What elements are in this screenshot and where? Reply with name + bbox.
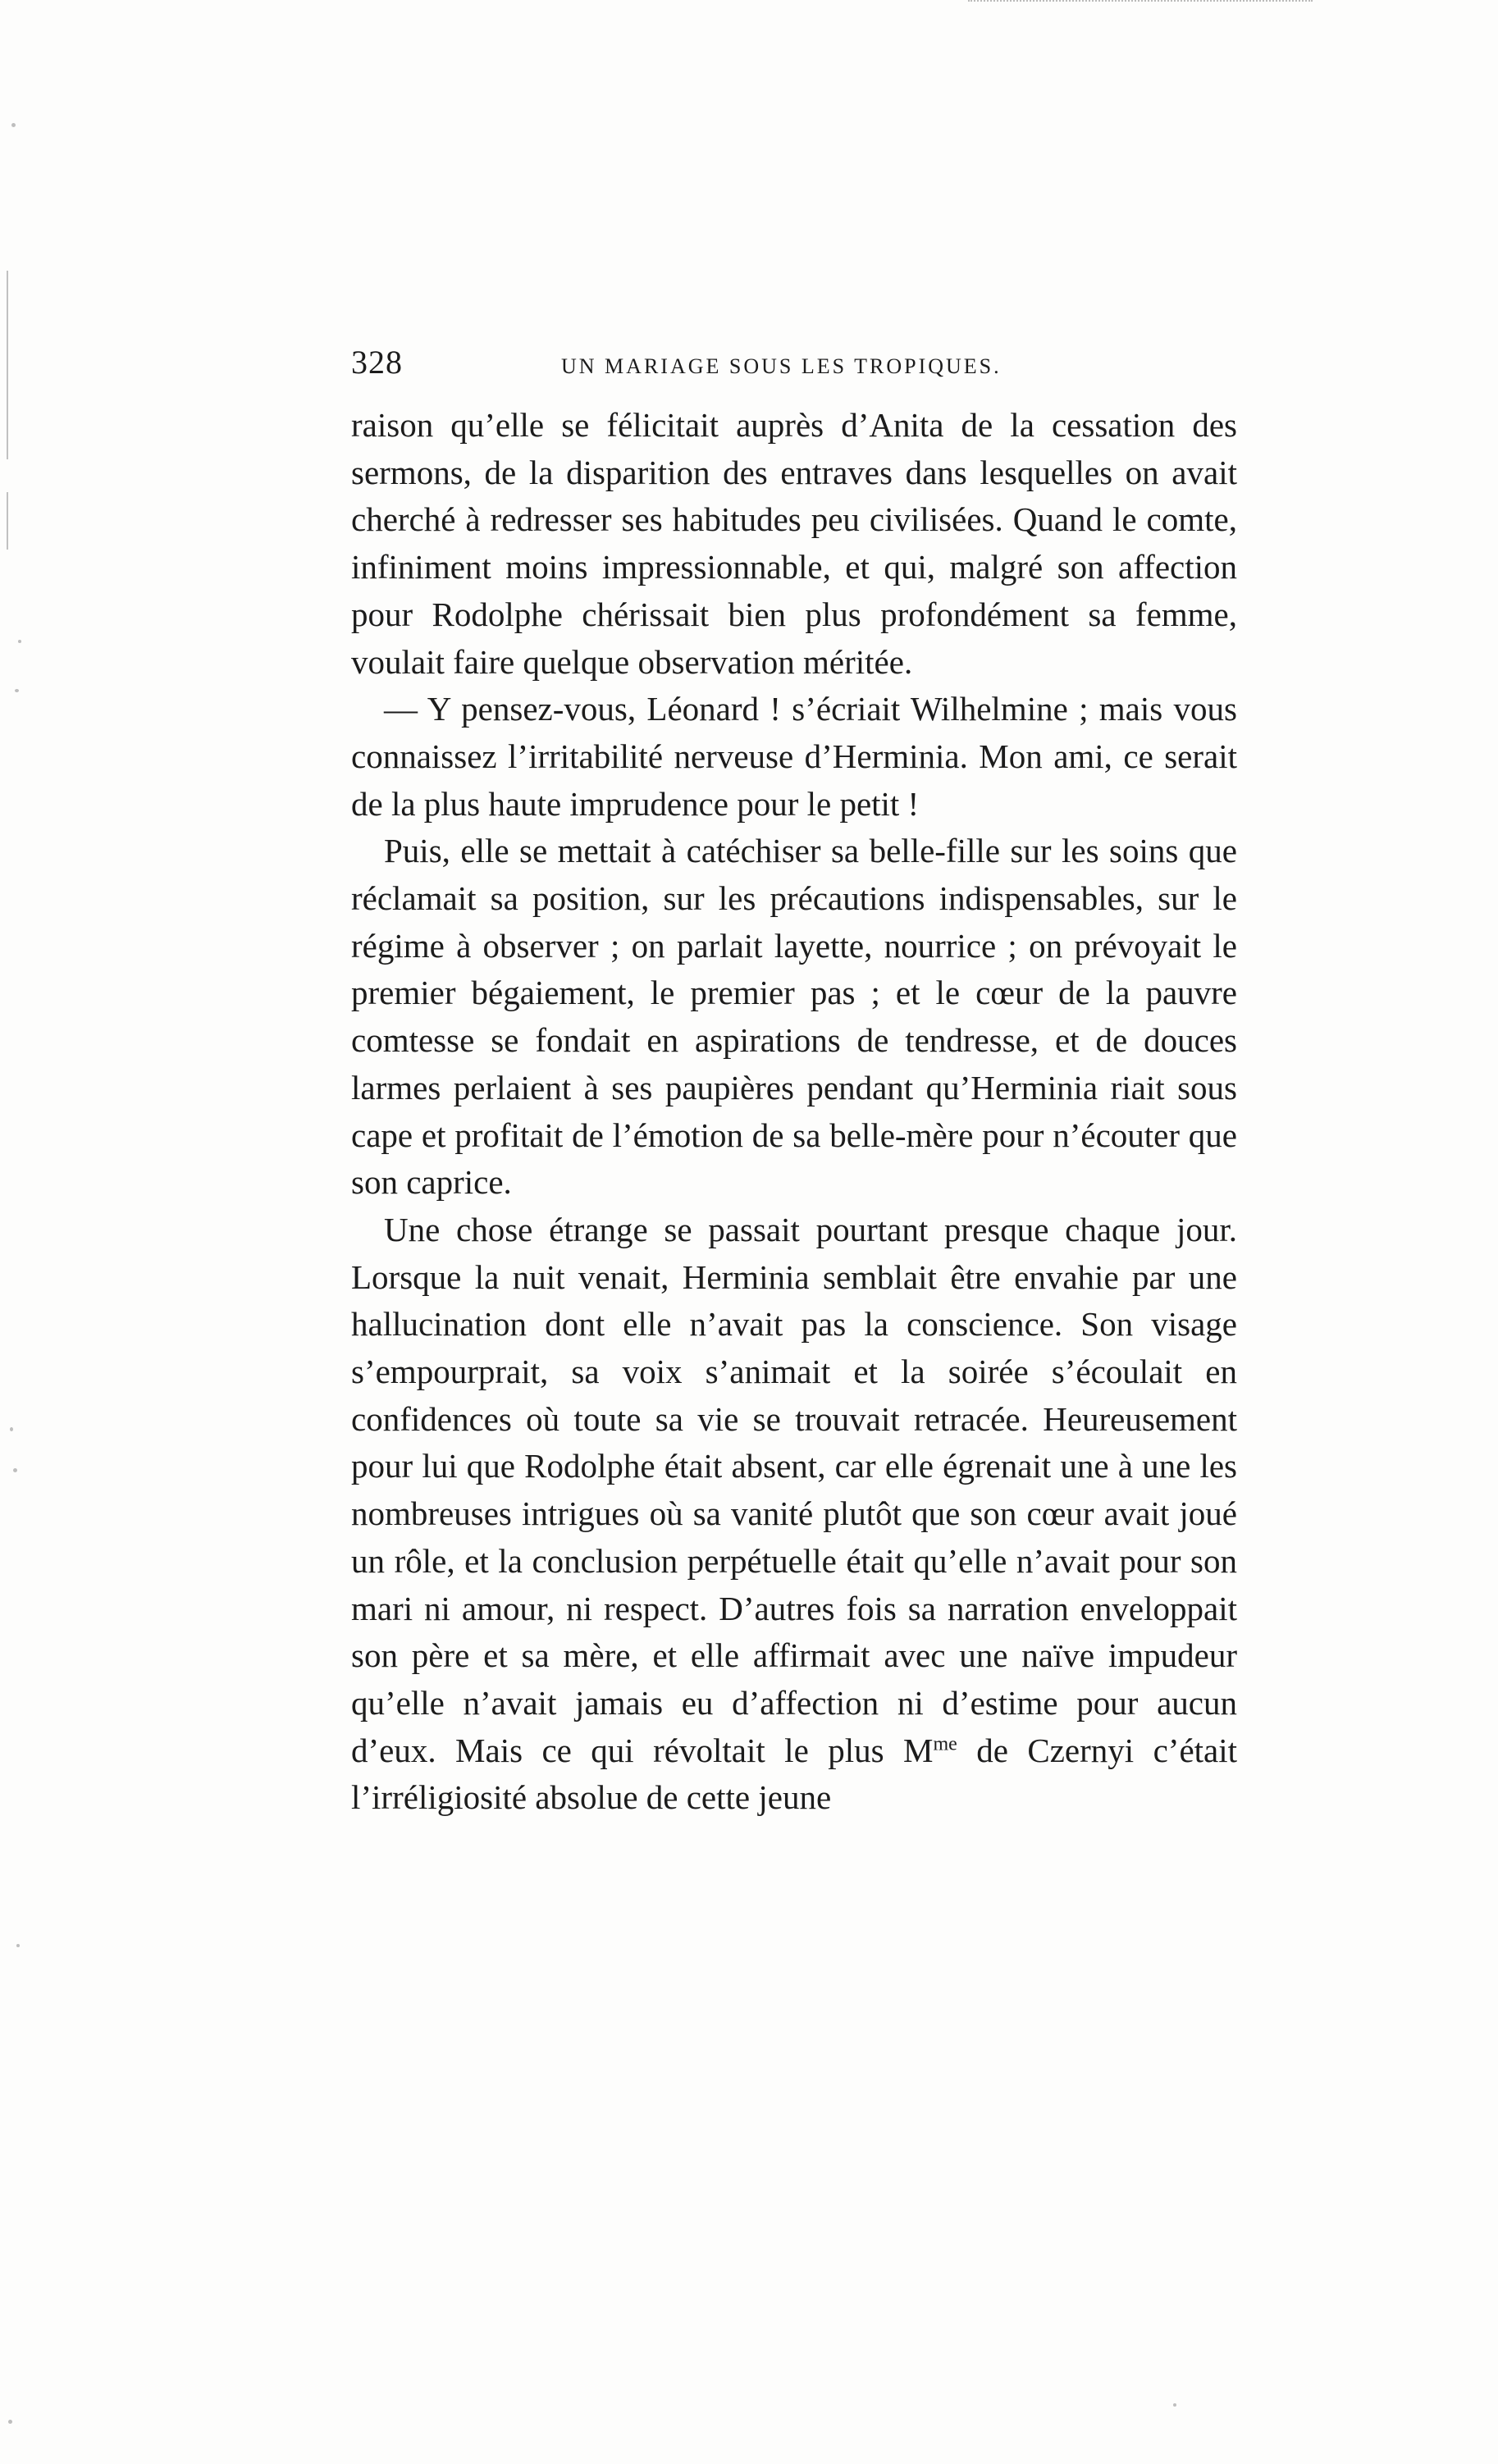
body-text [351, 402, 1237, 1822]
running-title: UN MARIAGE SOUS LES TROPIQUES. [561, 354, 1002, 378]
scan-speck [8, 2420, 12, 2424]
scan-speck [15, 689, 19, 692]
scan-speck [16, 1944, 20, 1947]
scan-speck [13, 1468, 17, 1472]
running-header [351, 343, 1237, 392]
scan-speck [10, 1427, 13, 1431]
scan-edge-line [7, 271, 8, 459]
scan-speck [1173, 2403, 1176, 2407]
abbreviation-superscript: me [933, 1733, 957, 1755]
paragraph: — Y pensez-vous, Léonard ! s’écriait Wilhelmine ; mais vous connaissez l’irritabilité nerveuse d’Herminia. Mon ami, ce serait de la plus haute imprudence pour le petit ! [351, 690, 1237, 823]
scan-edge-line [7, 492, 8, 550]
paragraph [351, 1207, 1237, 1822]
scan-speck [18, 640, 21, 643]
scan-edge-marks [968, 0, 1313, 18]
paragraph: raison qu’elle se félicitait auprès d’Anita de la cessation des sermons, de la disparition des entraves dans lesquelles on avait cherché à redresser ses habitudes peu civilisées. Quand le comte, infiniment moins impressionnable, et qui, malgré son affection pour Rodolphe chérissait bien plus profondément sa femme, voulait faire quelque observation méritée. [351, 406, 1237, 681]
paragraph-text-end: de Czernyi c’était l’irréligiosité absolue de cette jeune [351, 1731, 1238, 1817]
paragraph: Puis, elle se mettait à catéchiser sa belle-fille sur les soins que réclamait sa position, sur les précautions indispensables, sur le régime à observer ; on parlait layette, nourrice ; on prévoyait le premier bégaiement, le premier pas ; et le cœur de la pauvre comtesse se fondait en aspirations de tendresse, et de douces larmes perlaient à ses paupières pendant qu’Herminia riait sous cape et profitait de l’émotion de sa belle-mère pour n’écouter que son caprice. [351, 832, 1237, 1202]
abbreviation: M [903, 1731, 934, 1769]
page-number: 328 [351, 344, 403, 381]
scan-speck [11, 123, 16, 127]
paragraph-text: Une chose étrange se passait pourtant presque chaque jour. Lorsque la nuit venait, Herminia semblait être envahie par une hallucination dont elle n’avait pas la conscience. Son visage s’empourprait, sa voix s’animait et la soirée s’écoulait en confidences où toute sa vie se trouvait retracée. Heureusement pour lui que Rodolphe était absent, car elle égrenait une à une les nombreuses intrigues où sa vanité plutôt que son cœur avait joué un rôle, et la conclusion perpétuelle était qu’elle n’avait pour son mari ni amour, ni respect. D’autres fois sa narration enveloppait son père et sa mère, et elle affirmait avec une naïve impudeur qu’elle n’avait jamais eu d’affection ni d’estime pour aucun d’eux. Mais ce qui révoltait le plus [351, 1210, 1237, 1769]
